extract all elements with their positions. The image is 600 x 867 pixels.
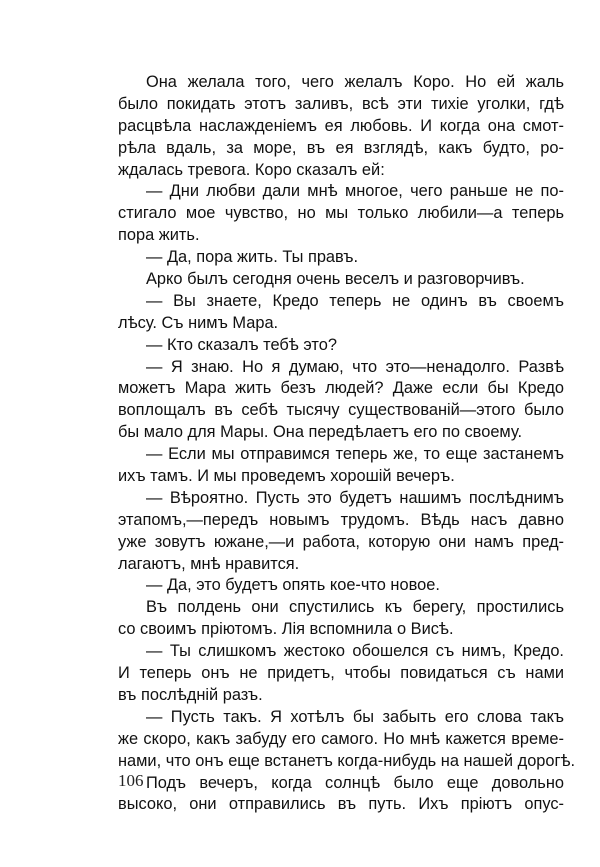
text-line: — Вѣроятно. Пусть это будетъ нашимъ послѣднимъ: [146, 488, 564, 507]
text-line: расцвѣла наслажденiемъ ея любовь. И когда она смот-: [118, 116, 564, 135]
text-line: можетъ Мара жить безъ людей? Даже если бы Кредо: [118, 379, 564, 398]
body-text: [118, 72, 576, 816]
text-line: ихъ тамъ. И мы проведемъ хорошiй вечеръ.: [118, 467, 455, 486]
text-line: — Если мы отправимся теперь же, то еще застанемъ: [146, 445, 564, 464]
text-line: со своимъ прiютомъ. Лiя вспомнила о Висѣ.: [118, 620, 454, 639]
text-line: Она желала того, чего желалъ Коро. Но ей жаль: [146, 73, 564, 91]
text-line: лѣсу. Съ нимъ Мара.: [118, 313, 279, 332]
text-line: бы мало для Мары. Она передѣлаетъ его по своему.: [118, 423, 522, 442]
text-line: Арко былъ сегодня очень веселъ и разговорчивъ.: [146, 270, 525, 289]
text-line: — Вы знаете, Кредо теперь не одинъ въ своемъ: [146, 291, 564, 310]
text-line: пора жить.: [118, 226, 200, 245]
text-line: стигало мое чувство, но мы только любили—а теперь: [118, 204, 564, 223]
text-line: И теперь онъ не придетъ, чтобы повидаться съ нами: [118, 664, 564, 683]
text-line: Въ полдень они спустились къ берегу, простились: [146, 598, 564, 617]
text-line: же скоро, какъ забуду его самого. Но мнѣ кажется време-: [118, 729, 564, 748]
text-line: уже зовутъ южане,—и работа, которую они намъ пред-: [118, 532, 564, 551]
text-line: нами, что онъ еще встанетъ когда-нибудь на нашей дорогѣ.: [118, 751, 576, 770]
text-line: высоко, они отправились въ путь. Ихъ прiютъ опус-: [118, 795, 564, 814]
text-line: — Пусть такъ. Я хотѣлъ бы забыть его слова такъ: [146, 707, 564, 726]
text-line: Подъ вечеръ, когда солнцѣ было еще довольно: [146, 773, 564, 792]
text-line: лагаютъ, мнѣ нравится.: [118, 554, 300, 573]
text-line: ждалась тревога. Коро сказалъ ей:: [118, 160, 385, 179]
text-line: воплощалъ въ себѣ тысячу существованiй—этого было: [118, 401, 564, 420]
text-line: — Я знаю. Но я думаю, что это—ненадолго. Развѣ: [146, 357, 564, 376]
text-line: — Да, это будетъ опять кое-что новое.: [146, 576, 440, 595]
page-number: 106: [118, 771, 144, 790]
text-line: въ послѣднiй разъ.: [118, 685, 263, 704]
text-line: — Ты слишкомъ жестоко обошелся съ нимъ, Кредо.: [146, 642, 564, 661]
text-line: — Да, пора жить. Ты правъ.: [146, 248, 359, 267]
text-line: было покидать этотъ заливъ, всѣ эти тихiе уголки, гдѣ: [118, 94, 564, 113]
text-line: этапомъ,—передъ новымъ трудомъ. Вѣдь насъ давно: [118, 510, 564, 529]
text-line: — Дни любви дали мнѣ многое, чего раньше не по-: [146, 182, 564, 201]
text-line: рѣла вдаль, за море, въ ея взглядѣ, какъ будто, ро-: [118, 138, 564, 157]
text-line: — Кто сказалъ тебѣ это?: [146, 335, 337, 354]
